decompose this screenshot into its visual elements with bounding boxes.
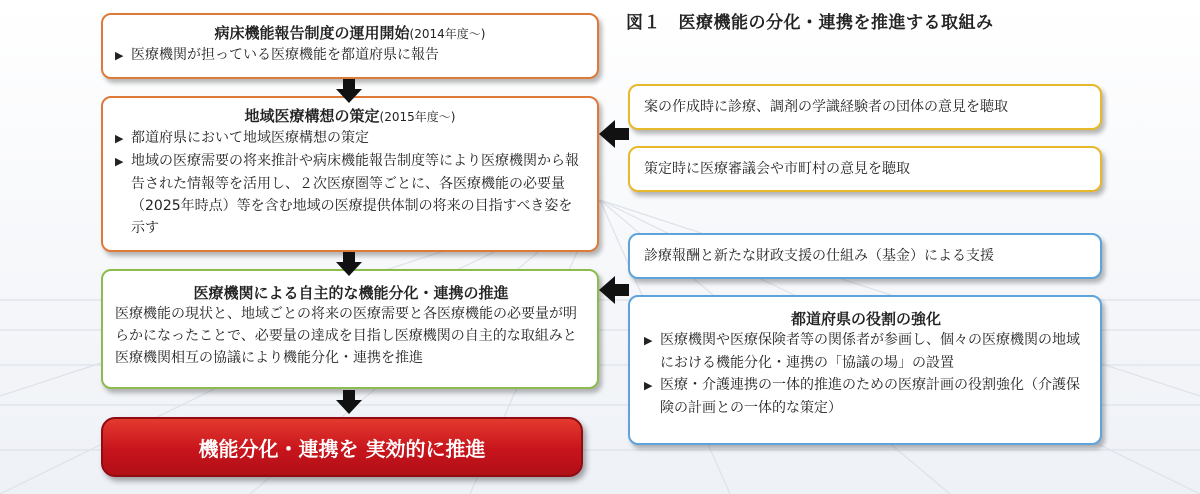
voluntary-promotion-title: 医療機関による自主的な機能分化・連携の推進 [193,284,509,302]
council-hearing-text: 策定時に医療審議会や市町村の意見を聴取 [644,161,910,177]
reporting-system-item: ▶ 医療機関が担っている医療機能を都道府県に報告 [115,44,585,67]
prefecture-role-box [628,295,1102,445]
financial-support-box [628,233,1102,279]
reporting-system-box [101,13,599,79]
opinion-hearing-box [628,84,1102,130]
voluntary-promotion-text: 医療機能の現状と、地域ごとの将来の医療需要と各医療機能の必要量が明らかになったことで、必要量の達成を目指し医療機関の自主的な取組みと医療機関相互の協議により機能分化・連携を推進 [115,306,577,366]
regional-vision-period: (2015年度～) [379,110,456,124]
arrow-down-2 [336,252,362,276]
reporting-system-period: (2014年度～) [409,27,486,41]
final-goal-banner: 機能分化・連携を 実効的に推進 [101,417,583,477]
regional-vision-box [101,96,599,252]
opinion-hearing-text: 案の作成時に診療、調剤の学識経験者の団体の意見を聴取 [644,99,1008,115]
figure-title: 図１ 医療機能の分化・連携を推進する取組み [626,13,994,33]
regional-vision-title: 地域医療構想の策定(2015年度～) [244,107,456,125]
prefecture-role-item: ▶ 医療・介護連携の一体的推進のための医療計画の役割強化（介護保険の計画との一体的な策定） [644,374,1088,419]
regional-vision-item: ▶ 都道府県において地域医療構想の策定 [115,127,585,150]
council-hearing-box [628,146,1102,192]
arrow-down-1 [336,79,362,103]
prefecture-role-item: ▶ 医療機関や医療保険者等の関係者が参画し、個々の医療機関の地域における機能分化・連携の「協議の場」の設置 [644,329,1088,374]
regional-vision-item: ▶ 地域の医療需要の将来推計や病床機能報告制度等により医療機関から報告された情報等を活用し、２次医療圏等ごとに、各医療機能の必要量（2025年時点）等を含む地域の医療提供体制の将来の目指すべき姿を示す [115,150,585,239]
prefecture-role-title: 都道府県の役割の強化 [790,310,941,328]
voluntary-promotion-box [101,269,599,389]
arrow-left-2 [599,276,629,304]
reporting-system-title: 病床機能報告制度の運用開始(2014年度～) [214,24,486,42]
financial-support-text: 診療報酬と新たな財政支援の仕組み（基金）による支援 [644,248,994,264]
arrow-down-3 [336,390,362,414]
arrow-left-1 [599,120,629,148]
